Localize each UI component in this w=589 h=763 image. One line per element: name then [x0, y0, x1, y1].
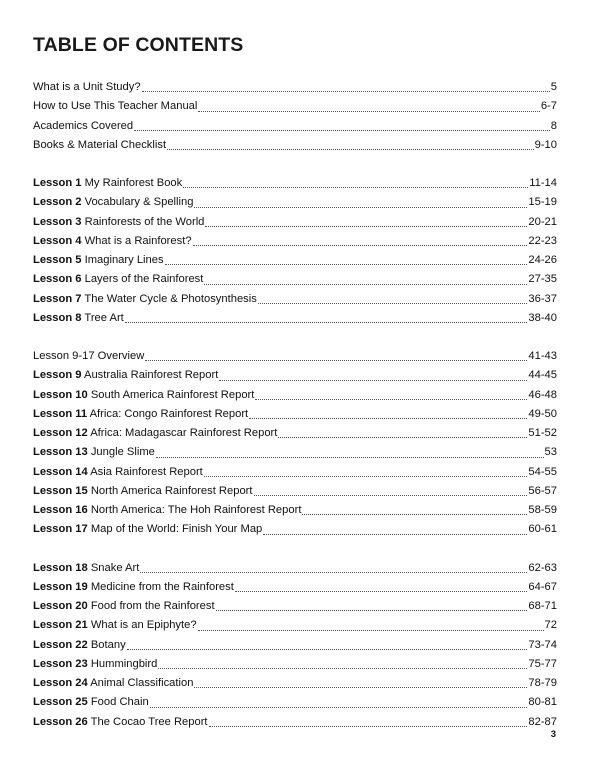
dot-leader	[235, 590, 528, 592]
toc-entry-label	[33, 386, 254, 405]
lesson-number: Lesson 15	[33, 484, 88, 497]
entry-title: North America: The Hoh Rainforest Report	[87, 504, 302, 516]
page-range: 62-63	[528, 561, 557, 574]
entry-title: Imaginary Lines	[81, 254, 164, 266]
entry-title: Africa: Congo Rainforest Report	[87, 407, 249, 420]
lesson-number: Lesson 22	[33, 638, 88, 651]
toc-entry	[33, 366, 557, 385]
toc-entry	[33, 193, 557, 212]
toc-entry-label	[33, 347, 144, 366]
toc-group	[33, 347, 557, 540]
toc-entry	[33, 270, 557, 289]
toc-entry-label	[33, 174, 182, 193]
entry-title: My Rainforest Book	[81, 177, 183, 189]
page-range: 20-21	[528, 215, 557, 228]
page-range: 6-7	[540, 100, 557, 113]
entry-title: Rainforests of the World	[81, 215, 205, 228]
page-range: 60-61	[528, 523, 557, 536]
toc-entry	[33, 251, 557, 270]
page-range: 49-50	[528, 407, 557, 420]
page-range: 51-52	[528, 427, 557, 439]
entry-title: South America Rainforest Report	[87, 388, 255, 401]
toc-entry	[33, 136, 557, 155]
lesson-number: Lesson 8	[33, 311, 82, 324]
toc-entry	[33, 616, 557, 635]
page-range: 75-77	[528, 657, 557, 670]
dot-leader	[150, 706, 528, 708]
lesson-number: Lesson 25	[33, 696, 88, 709]
toc-entry-label	[33, 117, 133, 136]
lesson-number: Lesson 10	[33, 388, 88, 401]
toc-entry-label	[33, 693, 149, 712]
toc-entry-label	[33, 366, 218, 385]
dot-leader	[249, 417, 527, 419]
page-range: 82-87	[528, 715, 557, 728]
dot-leader	[194, 206, 527, 208]
toc-entry	[33, 78, 557, 97]
page-range: 54-55	[528, 465, 557, 478]
toc-entry	[33, 347, 557, 366]
toc-entry	[33, 174, 557, 193]
lesson-number: Lesson 3	[33, 215, 82, 228]
page-range: 80-81	[528, 696, 557, 709]
entry-title: What is a Rainforest?	[81, 234, 192, 247]
entry-title: What is a Unit Study?	[33, 81, 141, 93]
toc-entry-label	[33, 193, 193, 212]
toc-entry	[33, 232, 557, 251]
toc-entry	[33, 559, 557, 578]
dot-leader	[140, 571, 527, 573]
entry-title: Map of the World: Finish Your Map	[87, 523, 263, 536]
toc-group	[33, 174, 557, 328]
entry-title: What is an Epiphyte?	[87, 619, 197, 632]
toc-entry-label	[33, 636, 126, 655]
page-range: 72	[544, 619, 557, 632]
toc-entry-label	[33, 97, 197, 116]
dot-leader	[258, 302, 528, 304]
entry-title: The Cocao Tree Report	[87, 715, 208, 728]
dot-leader	[158, 667, 527, 669]
lesson-number: Lesson 14	[33, 465, 88, 478]
dot-leader	[134, 129, 550, 131]
toc-entry-label	[33, 674, 193, 693]
dot-leader	[127, 648, 528, 650]
entry-title: Jungle Slime	[87, 446, 155, 459]
entry-title: Food Chain	[87, 696, 149, 709]
lesson-number: Lesson 16	[33, 504, 88, 516]
page-range: 38-40	[528, 311, 557, 324]
lesson-number: Lesson 4	[33, 234, 82, 247]
toc-entry-label	[33, 482, 253, 501]
lesson-number: Lesson 6	[33, 273, 82, 286]
dot-leader	[204, 283, 527, 285]
toc-entry	[33, 674, 557, 693]
entry-title: Lesson 9-17 Overview	[33, 350, 145, 362]
toc-entry-label	[33, 578, 234, 597]
page-range: 53	[544, 446, 557, 459]
page-number: 3	[550, 729, 556, 740]
toc-entry-label	[33, 559, 139, 578]
toc-entry-label	[33, 290, 257, 309]
dot-leader	[278, 436, 527, 438]
toc-entry	[33, 520, 557, 539]
page-range: 46-48	[528, 388, 557, 401]
page-range: 11-14	[529, 177, 557, 189]
page-range: 5	[550, 81, 557, 93]
toc-entry-label	[33, 616, 197, 635]
page-range: 27-35	[528, 273, 557, 286]
dot-leader	[165, 263, 528, 265]
lesson-number: Lesson 19	[33, 580, 88, 593]
toc-group	[33, 78, 557, 155]
toc-entry	[33, 290, 557, 309]
toc-entry-label	[33, 136, 166, 155]
toc-entry	[33, 463, 557, 482]
toc-entry	[33, 309, 557, 328]
entry-title: Books & Material Checklist	[33, 138, 167, 151]
page-range: 22-23	[528, 234, 557, 247]
page-range: 15-19	[528, 196, 557, 209]
dot-leader	[142, 90, 550, 92]
dot-leader	[198, 629, 544, 631]
toc-entry-label	[33, 713, 208, 732]
toc-entry-label	[33, 501, 301, 520]
entry-title: Australia Rainforest Report	[81, 369, 219, 382]
lesson-number: Lesson 5	[33, 254, 82, 266]
page-range: 9-10	[534, 138, 557, 151]
dot-leader	[219, 379, 527, 381]
toc-entry-label	[33, 251, 164, 270]
page-title: TABLE OF CONTENTS	[33, 34, 244, 56]
dot-leader	[167, 148, 534, 150]
dot-leader	[205, 225, 527, 227]
lesson-number: Lesson 20	[33, 600, 88, 612]
toc-entry	[33, 578, 557, 597]
page-range: 36-37	[528, 292, 557, 305]
entry-title: Medicine from the Rainforest	[87, 580, 234, 593]
toc-entry	[33, 213, 557, 232]
toc-entry	[33, 405, 557, 424]
toc-entry	[33, 636, 557, 655]
toc-entry-label	[33, 463, 203, 482]
lesson-number: Lesson 24	[33, 677, 88, 689]
lesson-number: Lesson 12	[33, 427, 88, 439]
lesson-number: Lesson 11	[33, 407, 88, 420]
toc-entry-label	[33, 213, 204, 232]
lesson-number: Lesson 1	[33, 177, 82, 189]
page-range: 44-45	[528, 369, 557, 382]
toc-entry-label	[33, 78, 141, 97]
toc-entry-label	[33, 232, 192, 251]
entry-title: How to Use This Teacher Manual	[33, 100, 198, 113]
toc-entry	[33, 501, 557, 520]
page-range: 41-43	[528, 350, 557, 362]
lesson-number: Lesson 17	[33, 523, 88, 536]
toc-entry-label	[33, 309, 124, 328]
lesson-number: Lesson 21	[33, 619, 88, 632]
toc-entry	[33, 443, 557, 462]
dot-leader	[254, 494, 528, 496]
toc-entry-label	[33, 655, 157, 674]
toc-entry	[33, 424, 557, 443]
page-range: 24-26	[528, 254, 557, 266]
entry-title: Hummingbird	[87, 657, 158, 670]
toc-group	[33, 559, 557, 732]
entry-title: Food from the Rainforest	[87, 600, 215, 612]
entry-title: North America Rainforest Report	[87, 484, 253, 497]
toc-entry	[33, 655, 557, 674]
page-range: 68-71	[528, 600, 557, 612]
toc-entry	[33, 597, 557, 616]
lesson-number: Lesson 23	[33, 657, 88, 670]
lesson-number: Lesson 7	[33, 292, 82, 305]
dot-leader	[216, 609, 528, 611]
dot-leader	[193, 244, 528, 246]
entry-title: Academics Covered	[33, 119, 134, 132]
toc-entry	[33, 693, 557, 712]
entry-title: The Water Cycle & Photosynthesis	[81, 292, 257, 305]
page-range: 8	[550, 119, 557, 132]
toc-entry-label	[33, 405, 248, 424]
entry-title: Tree Art	[81, 311, 124, 324]
entry-title: Asia Rainforest Report	[87, 465, 203, 478]
entry-title: Layers of the Rainforest	[81, 273, 204, 286]
lesson-number: Lesson 9	[33, 369, 82, 382]
toc-entry	[33, 117, 557, 136]
dot-leader	[263, 533, 527, 535]
toc-entry	[33, 386, 557, 405]
page-range: 56-57	[528, 484, 557, 497]
dot-leader	[183, 186, 528, 188]
dot-leader	[209, 725, 528, 727]
page-range: 64-67	[528, 580, 557, 593]
table-of-contents	[33, 78, 557, 751]
dot-leader	[145, 359, 527, 361]
dot-leader	[204, 475, 528, 477]
lesson-number: Lesson 13	[33, 446, 88, 459]
toc-entry-label	[33, 597, 215, 616]
entry-title: Vocabulary & Spelling	[81, 196, 194, 209]
dot-leader	[156, 456, 544, 458]
entry-title: Botany	[87, 638, 126, 651]
toc-entry	[33, 713, 557, 732]
dot-leader	[302, 513, 527, 515]
toc-entry-label	[33, 520, 262, 539]
dot-leader	[194, 686, 527, 688]
toc-entry	[33, 97, 557, 116]
dot-leader	[255, 398, 527, 400]
entry-title: Snake Art	[87, 561, 140, 574]
entry-title: Animal Classification	[87, 677, 194, 689]
lesson-number: Lesson 2	[33, 196, 82, 209]
toc-entry-label	[33, 443, 155, 462]
page-range: 58-59	[528, 504, 557, 516]
dot-leader	[198, 110, 539, 112]
toc-entry-label	[33, 424, 277, 443]
toc-entry-label	[33, 270, 203, 289]
page-range: 73-74	[528, 638, 557, 651]
page-range: 78-79	[528, 677, 557, 689]
lesson-number: Lesson 18	[33, 561, 88, 574]
lesson-number: Lesson 26	[33, 715, 88, 728]
dot-leader	[125, 321, 528, 323]
entry-title: Africa: Madagascar Rainforest Report	[87, 427, 278, 439]
toc-entry	[33, 482, 557, 501]
